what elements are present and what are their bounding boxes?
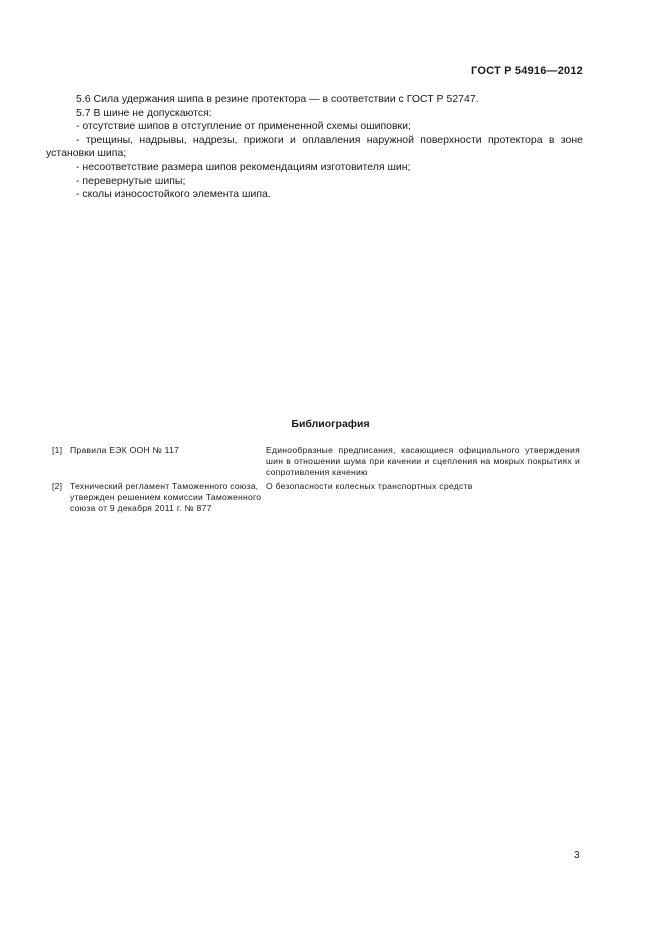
clause-5-7: 5.7 В шине не допускаются: [76, 106, 212, 119]
bib-description: Единообразные предписания, касающиеся официального утверждения шин в отношении шума при качении и сцепления на мокрых покрытиях и сопротивления качению [266, 445, 580, 478]
main-text [46, 93, 583, 202]
bibliography-title: Библиография [291, 418, 370, 430]
bib-source: Технический регламент Таможенного союза, утвержден решением комиссии Таможенного союза от 9 декабря 2011 г. № 877 [70, 480, 262, 514]
bib-number: [1] [52, 445, 63, 455]
bibliography-list [52, 445, 580, 516]
defect-item: - отсутствие шипов в отступление от примененной схемы ошиповки; [76, 120, 411, 133]
bib-source: Правила ЕЭК ООН № 117 [70, 445, 180, 455]
page-number: 3 [574, 850, 580, 861]
defect-item: - трещины, надрывы, надрезы, прижоги и оплавления наружной поверхности протектора в зоне установки шипа; [46, 133, 583, 160]
bib-number: [2] [52, 480, 63, 491]
standard-code: ГОСТ Р 54916—2012 [471, 65, 583, 77]
bibliography-entry [52, 445, 580, 479]
bib-description: О безопасности колесных транспортных средств [266, 480, 473, 491]
defect-item: - перевернутые шипы; [76, 174, 186, 187]
clause-5-6: 5.6 Сила удержания шипа в резине протектора — в соответствии с ГОСТ Р 52747. [76, 93, 479, 105]
defect-item: - несоответствие размера шипов рекомендациям изготовителя шин; [76, 160, 411, 173]
bibliography-entry [52, 481, 580, 515]
defect-item: - сколы износостойкого элемента шипа. [76, 188, 271, 201]
